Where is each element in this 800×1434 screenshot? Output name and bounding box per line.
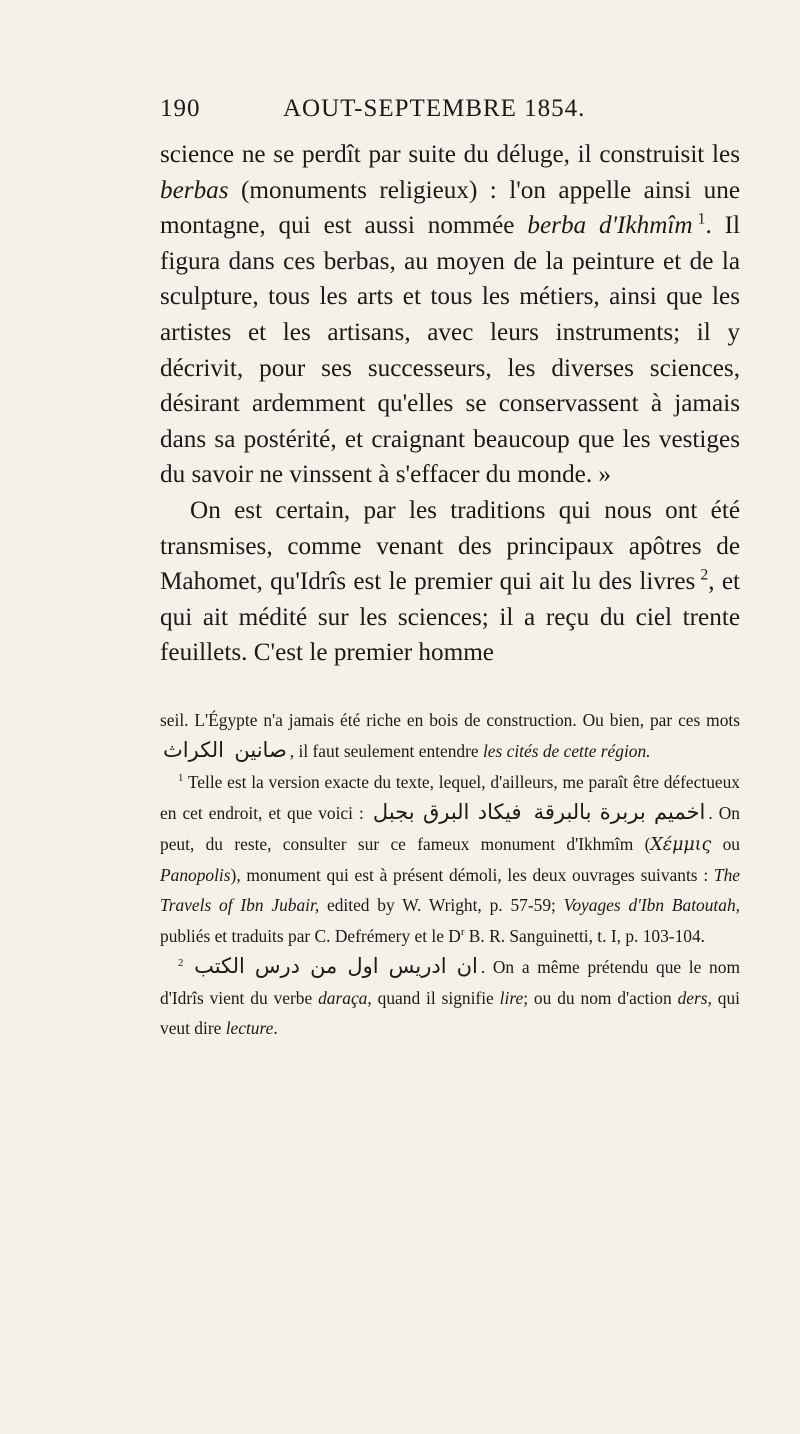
text-run: edited by W. Wright, p. 57-59;	[319, 895, 564, 916]
italic-title: Voyages d'Ibn Batoutah,	[563, 895, 740, 916]
text-run: , il faut seulement entendre	[289, 741, 483, 762]
italic-term: daraça,	[318, 987, 372, 1008]
text-run: publiés et traduits par C. Defrémery et le D	[160, 925, 461, 946]
arabic-text: فيكاد البرق بجبل	[372, 800, 522, 825]
italic-term: berba d'Ikhmîm	[527, 212, 693, 240]
italic-title: The Travels of Ibn Jubair,	[160, 864, 740, 916]
italic-term: Panopolis	[160, 864, 231, 885]
page-number: 190	[160, 95, 201, 122]
arabic-text: صانين	[234, 738, 287, 763]
text-run: science ne se perdît par suite du déluge, il construisit les	[160, 141, 740, 168]
italic-term: berbas	[160, 176, 229, 204]
footnote-2	[160, 951, 740, 1043]
text-run: seil. L'Égypte n'a jamais été riche en bois de construction. Ou bien, par ces mots	[160, 709, 740, 730]
greek-term: Χέμμις	[650, 834, 712, 855]
text-run: , et qui ait médité sur les sciences; il a reçu du ciel trente feuillets. C'est le premier homme	[160, 568, 740, 667]
text-run: B. R. Sanguinetti, t. I, p. 103-104.	[464, 925, 706, 946]
footnote-ref[interactable]: 1	[697, 210, 706, 228]
footnote-ref[interactable]: 2	[700, 566, 709, 584]
arabic-text: اخميم بربرة بالبرقة	[533, 800, 706, 825]
running-title: AOUT-SEPTEMBRE 1854.	[283, 95, 586, 122]
footnote-mark: 1	[178, 771, 184, 784]
italic-term: lecture	[225, 1017, 274, 1038]
text-run: .	[273, 1017, 278, 1038]
italic-term: lire	[499, 987, 524, 1008]
superscript: r	[460, 925, 465, 938]
footnote-mark: 2	[178, 957, 184, 970]
text-run: ), monument qui est à présent démoli, les deux ouvrages suivants :	[230, 864, 714, 885]
text-run: . On a même prétendu que le nom d'Idrîs vient du verbe	[160, 957, 740, 1008]
paragraph-2	[160, 493, 740, 671]
text-run: qui veut dire	[160, 987, 740, 1038]
text-run: . Il figura dans ces berbas, au moyen de la peinture et de la sculpture, tous les arts et tous les métiers, ainsi que les artistes et les artisans, avec leurs instruments; il y décrivit, pour ses successeurs, les diverses sciences, désirant ardemment qu'elles se conservassent à jamais dans sa postérité, et craignant beaucoup que les vestiges du savoir ne vinssent à s'effacer du monde. »	[160, 212, 741, 489]
italic-term: les cités de cette région.	[482, 741, 651, 762]
text-run: quand il signifie	[371, 987, 500, 1008]
footnote-1	[160, 767, 740, 951]
arabic-text: ان ادريس اول من درس الكتب	[194, 954, 478, 979]
text-run: ; ou du nom d'action	[523, 987, 678, 1008]
paragraph-1	[160, 137, 740, 493]
text-run: . On peut, du reste, consulter sur ce fameux monument d'Ikhmîm (	[160, 803, 740, 854]
main-text	[160, 137, 740, 671]
italic-term: ders,	[677, 987, 712, 1008]
footnote-continuation	[160, 705, 740, 767]
footnotes	[160, 705, 740, 1043]
running-head	[160, 95, 740, 135]
text-run: (monuments religieux) : l'on appelle ainsi une montagne, qui est aussi nommée	[160, 176, 740, 240]
text-run: On est certain, par les traditions qui nous ont été transmises, comme venant des principaux apôtres de Mahomet, qu'Idrîs est le premier qui ait lu des livres	[160, 496, 740, 596]
text-run: ou	[711, 833, 740, 854]
book-page	[160, 95, 740, 1043]
text-run: Telle est la version exacte du texte, lequel, d'ailleurs, me paraît être défectueux en cet endroit, et que voici :	[160, 771, 740, 824]
arabic-text: الكراث	[163, 738, 225, 763]
